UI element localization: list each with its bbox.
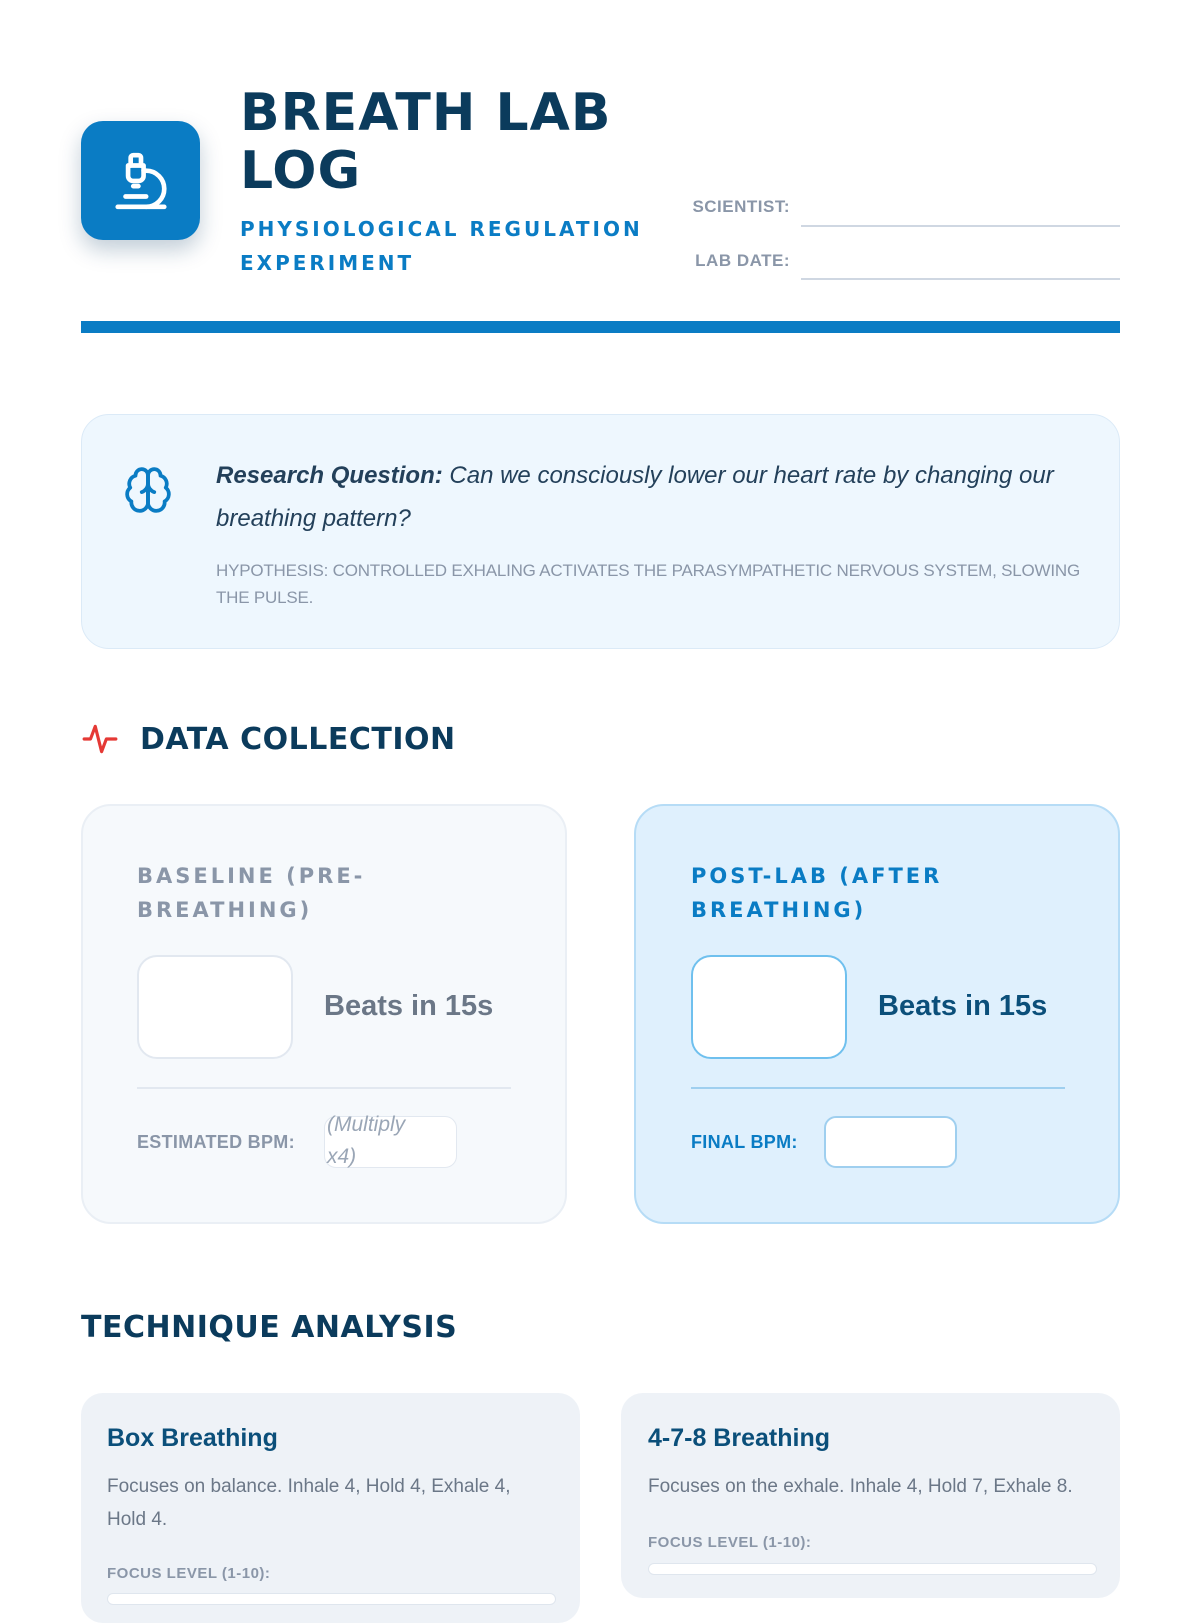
focus-level-input[interactable] xyxy=(648,1563,1097,1575)
research-question-text: Can we consciously lower our heart rate by changing our breathing pattern? xyxy=(216,462,1054,532)
baseline-bpm-label: ESTIMATED BPM: xyxy=(137,1132,295,1152)
final-bpm-input[interactable] xyxy=(824,1116,957,1168)
baseline-beats-input[interactable] xyxy=(137,955,293,1059)
baseline-title: BASELINE (PRE-BREATHING) xyxy=(137,864,366,922)
post-lab-title: POST-LAB (AFTER BREATHING) xyxy=(691,864,943,922)
focus-level-input[interactable] xyxy=(107,1593,556,1605)
hypothesis-text: HYPOTHESIS: CONTROLLED EXHALING ACTIVATES THE PARASYMPATHETIC NERVOUS SYSTEM, SLOWING THE PULSE. xyxy=(216,561,1081,607)
focus-level-label: FOCUS LEVEL (1-10): xyxy=(648,1534,812,1551)
lab-date-label: LAB DATE: xyxy=(695,251,790,270)
pulse-icon xyxy=(81,720,119,758)
header-divider xyxy=(81,321,1120,333)
focus-level-label: FOCUS LEVEL (1-10): xyxy=(107,1565,271,1582)
technique-title: 4-7-8 Breathing xyxy=(648,1424,830,1452)
scientist-field[interactable] xyxy=(801,225,1120,227)
data-collection-heading: DATA COLLECTION xyxy=(140,722,456,757)
post-divider xyxy=(691,1087,1065,1089)
brain-icon xyxy=(123,465,173,515)
scientist-label: SCIENTIST: xyxy=(692,197,790,216)
post-beats-label: Beats in 15s xyxy=(878,990,1048,1022)
technique-title: Box Breathing xyxy=(107,1424,278,1452)
baseline-bpm-input[interactable] xyxy=(324,1113,457,1168)
baseline-divider xyxy=(137,1087,511,1089)
page-title: BREATH LAB LOG xyxy=(240,83,612,201)
technique-description: Focuses on the exhale. Inhale 4, Hold 7, Exhale 8. xyxy=(648,1476,1073,1497)
baseline-beats-label: Beats in 15s xyxy=(324,990,494,1022)
technique-description: Focuses on balance. Inhale 4, Hold 4, Exhale 4, Hold 4. xyxy=(107,1476,511,1530)
technique-heading: TECHNIQUE ANALYSIS xyxy=(81,1310,458,1345)
research-question-label: Research Question: xyxy=(216,462,443,489)
lab-date-field[interactable] xyxy=(801,278,1120,280)
logo-badge xyxy=(81,121,200,240)
baseline-bpm-placeholder: (Multiply x4) xyxy=(327,1113,406,1168)
microscope-icon xyxy=(110,150,172,212)
post-beats-input[interactable] xyxy=(691,955,847,1059)
research-question xyxy=(216,454,1076,540)
page-subtitle: PHYSIOLOGICAL REGULATION EXPERIMENT xyxy=(240,217,643,275)
final-bpm-label: FINAL BPM: xyxy=(691,1132,798,1152)
